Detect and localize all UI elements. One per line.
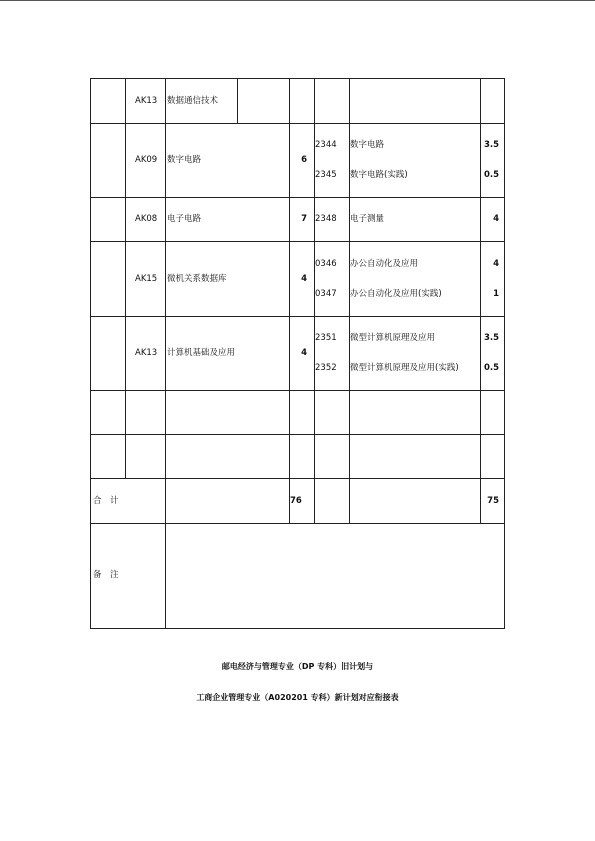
new-course-credit: 1	[493, 289, 499, 299]
col-divider	[237, 78, 238, 123]
new-course-code: 2351	[315, 333, 337, 343]
old-course-name: 数据通信技术	[167, 96, 219, 106]
new-total-credit: 75	[487, 496, 499, 506]
new-course-credit: 3.5	[483, 333, 499, 343]
remark-label: 备 注	[93, 570, 119, 580]
old-course-name: 数字电路	[167, 155, 202, 165]
old-course-name: 微机关系数据库	[167, 274, 227, 284]
table-bottom-border	[90, 628, 504, 629]
row-divider	[90, 197, 504, 198]
col-divider	[165, 78, 166, 628]
new-course-code: 2348	[315, 214, 337, 224]
new-course-credit: 0.5	[483, 170, 499, 180]
table-top-border	[90, 78, 504, 79]
old-course-credit: 6	[301, 155, 307, 165]
new-course-name: 数字电路(实践)	[350, 170, 408, 180]
table-left-border	[90, 78, 91, 629]
new-course-credit: 4	[493, 259, 499, 269]
old-course-code: AK09	[135, 155, 158, 165]
new-course-credit: 3.5	[483, 140, 499, 150]
table-title-line2: 工商企业管理专业（A020201 专科）新计划对应衔接表	[196, 693, 399, 702]
new-course-code: 0346	[315, 259, 337, 269]
col-divider	[125, 78, 126, 478]
table-title-line1: 邮电经济与管理专业（DP 专科）旧计划与	[221, 662, 374, 671]
table-right-border	[504, 78, 505, 629]
new-course-code: 2345	[315, 170, 337, 180]
row-divider	[90, 123, 504, 124]
old-course-code: AK13	[135, 96, 158, 106]
old-course-name: 电子电路	[167, 214, 202, 224]
row-divider	[90, 241, 504, 242]
row-divider	[90, 434, 504, 435]
new-course-name: 数字电路	[350, 140, 385, 150]
new-course-name: 微型计算机原理及应用(实践)	[350, 363, 459, 373]
new-course-name: 办公自动化及应用(实践)	[350, 289, 442, 299]
total-label: 合 计	[93, 496, 119, 506]
new-course-code: 2352	[315, 363, 337, 373]
row-divider	[90, 478, 504, 479]
old-course-name: 计算机基础及应用	[167, 348, 236, 358]
old-course-code: AK15	[135, 274, 158, 284]
old-course-code: AK08	[135, 214, 158, 224]
old-course-code: AK13	[135, 348, 158, 358]
new-course-name: 办公自动化及应用	[350, 259, 419, 269]
old-course-credit: 4	[301, 274, 307, 284]
new-course-credit: 4	[493, 214, 499, 224]
old-course-credit: 4	[301, 348, 307, 358]
new-course-name: 电子测量	[350, 214, 385, 224]
row-divider	[90, 316, 504, 317]
row-divider	[90, 390, 504, 391]
old-total-credit: 76	[290, 496, 302, 506]
new-course-code: 0347	[315, 289, 337, 299]
new-course-credit: 0.5	[483, 363, 499, 373]
col-divider	[289, 78, 290, 523]
new-course-code: 2344	[315, 140, 337, 150]
new-course-name: 微型计算机原理及应用	[350, 333, 436, 343]
row-divider	[90, 523, 504, 524]
old-course-credit: 7	[301, 214, 307, 224]
